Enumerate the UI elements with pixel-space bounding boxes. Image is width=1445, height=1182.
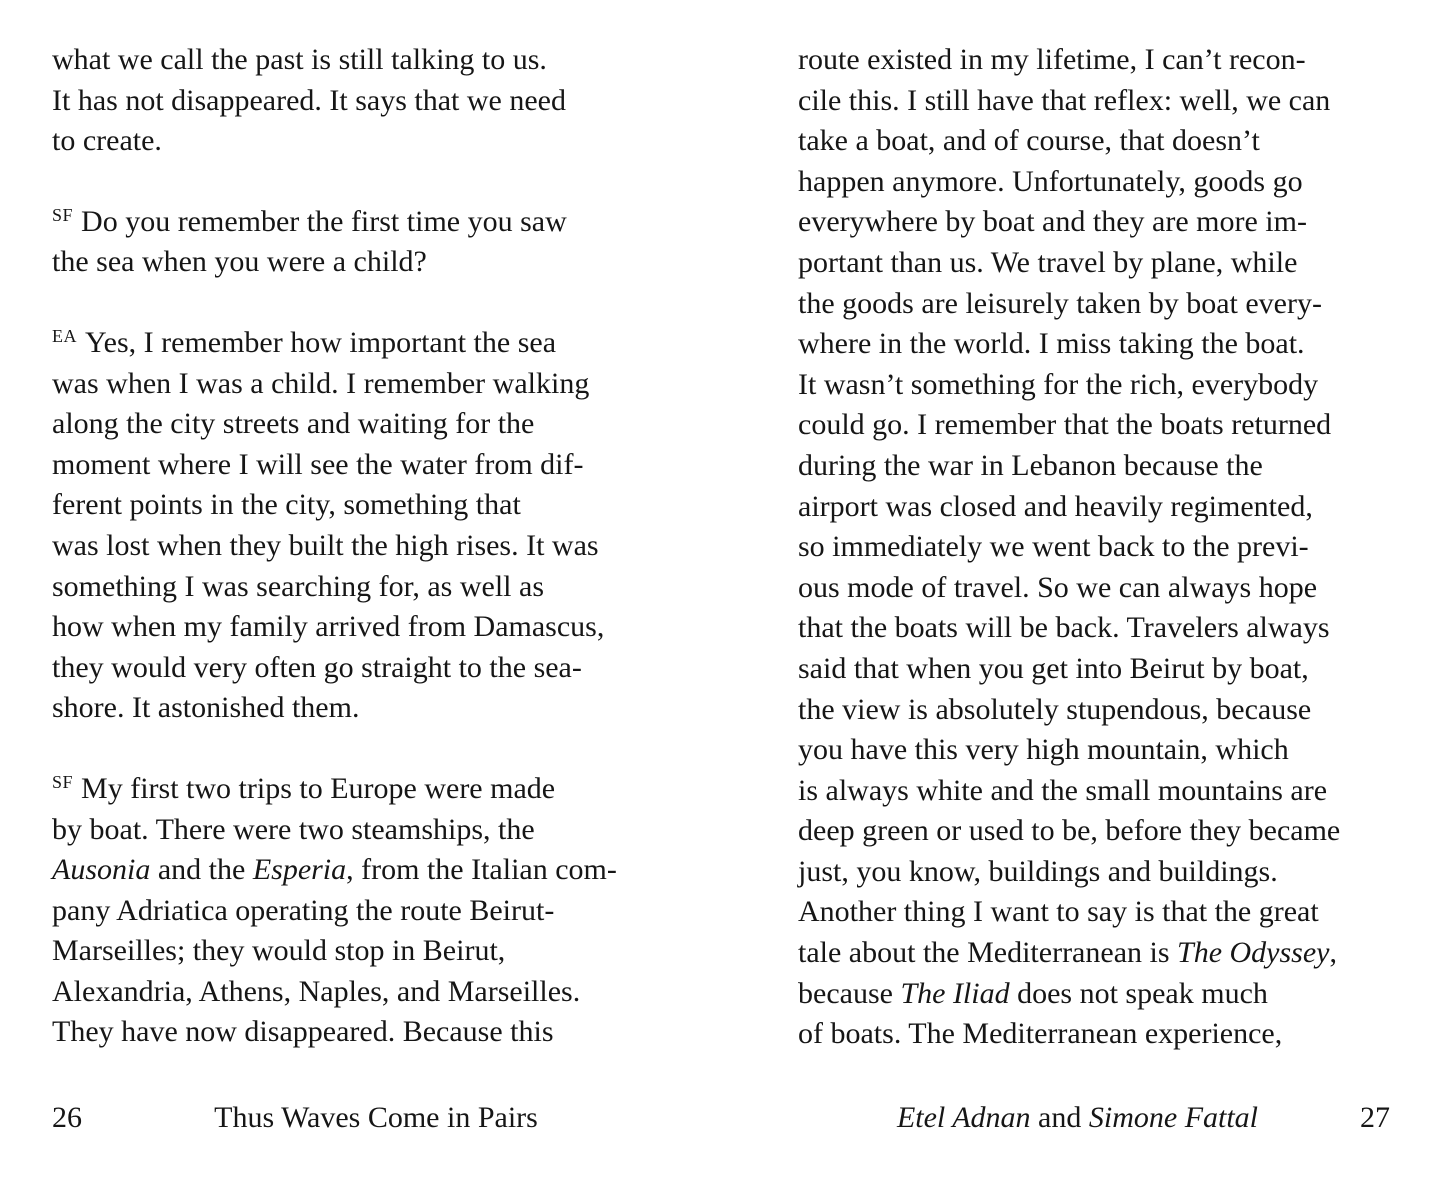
text-segment: just, you know, buildings and buildings. [798, 854, 1278, 888]
paragraph [52, 769, 700, 1053]
text-segment: , from the Italian com- [346, 853, 617, 887]
text-segment: and the [150, 853, 253, 887]
text-segment: , [1329, 936, 1337, 970]
text-segment: where in the world. I miss taking the boat. [798, 327, 1305, 361]
text-segment: Alexandria, Athens, Naples, and Marseilles. [52, 974, 581, 1008]
right-page-text-column [798, 40, 1398, 1055]
text-line [52, 931, 700, 972]
text-segment: route existed in my lifetime, I can’t recon- [798, 43, 1306, 76]
text-segment: airport was closed and heavily regimented, [798, 489, 1313, 523]
text-line [798, 405, 1398, 446]
text-segment: of boats. The Mediterranean experience, [798, 1017, 1283, 1051]
text-segment: to create. [52, 124, 162, 158]
text-line [52, 485, 700, 526]
text-line [52, 972, 700, 1013]
text-segment: because [798, 976, 901, 1010]
text-segment: everywhere by boat and they are more im- [798, 205, 1307, 239]
text-line [52, 404, 700, 445]
text-line [798, 121, 1398, 162]
text-line [798, 811, 1398, 852]
text-segment: was lost when they built the high rises. It was [52, 528, 599, 562]
text-line [52, 1012, 700, 1053]
text-line [52, 526, 700, 567]
text-line [52, 567, 700, 608]
text-segment: the sea when you were a child? [52, 245, 427, 279]
text-segment: My first two trips to Europe were made [81, 771, 556, 805]
text-segment: by boat. There were two steamships, the [52, 812, 535, 846]
text-segment: ferent points in the city, something that [52, 488, 521, 522]
text-segment: Yes, I remember how important the sea [85, 325, 557, 359]
text-line [52, 242, 700, 283]
text-line [52, 121, 700, 162]
text-segment: It has not disappeared. It says that we need [52, 83, 566, 117]
text-line [52, 891, 700, 932]
right-page-footer [765, 1100, 1390, 1136]
text-line [798, 243, 1398, 284]
text-line [798, 608, 1398, 649]
text-line [52, 688, 700, 729]
text-line [52, 810, 700, 851]
text-segment: take a boat, and of course, that doesn’t [798, 124, 1260, 158]
text-line: SF My first two trips to Europe were made [52, 771, 556, 805]
page-number-left: 26 [52, 1101, 82, 1134]
paragraph [52, 202, 700, 283]
left-page-footer [52, 1100, 700, 1136]
text-line [798, 365, 1398, 406]
author-name-simone-fattal: Simone Fattal [1088, 1101, 1259, 1134]
text-line [798, 162, 1398, 203]
text-segment: is always white and the small mountains are [798, 773, 1328, 807]
paragraph [52, 323, 700, 729]
text-segment: It wasn’t something for the rich, everybody [798, 367, 1319, 401]
text-line [798, 81, 1398, 122]
text-segment: what we call the past is still talking to us. [52, 43, 547, 76]
text-segment: Another thing I want to say is that the great [798, 895, 1319, 929]
text-segment: does not speak much [1009, 976, 1268, 1010]
text-line [798, 974, 1398, 1015]
text-line [52, 850, 700, 891]
text-line [798, 852, 1398, 893]
text-line [798, 324, 1398, 365]
text-segment: Do you remember the first time you saw [81, 204, 567, 238]
text-segment: ous mode of travel. So we can always hope [798, 570, 1318, 604]
text-segment: the view is absolutely stupendous, because [798, 692, 1312, 726]
left-page-text-column [52, 40, 700, 1053]
text-segment: happen anymore. Unfortunately, goods go [798, 164, 1303, 198]
text-line [52, 40, 700, 81]
text-segment: that the boats will be back. Travelers always [798, 611, 1330, 645]
text-line [52, 648, 700, 689]
paragraph [798, 40, 1398, 1055]
text-line [798, 892, 1398, 933]
text-line [798, 933, 1398, 974]
text-segment: shore. It astonished them. [52, 691, 360, 725]
text-segment: during the war in Lebanon because the [798, 448, 1263, 482]
text-line: EA Yes, I remember how important the sea [52, 325, 557, 359]
text-line [798, 446, 1398, 487]
text-line [798, 568, 1398, 609]
text-line [798, 40, 1398, 81]
text-segment: the goods are leisurely taken by boat every- [798, 286, 1322, 320]
text-segment: tale about the Mediterranean is [798, 936, 1178, 970]
text-line [798, 202, 1398, 243]
text-segment: deep green or used to be, before they became [798, 814, 1341, 848]
text-segment: was when I was a child. I remember walking [52, 366, 590, 400]
text-segment: how when my family arrived from Damascus, [52, 610, 605, 644]
text-line [52, 81, 700, 122]
text-segment: you have this very high mountain, which [798, 733, 1289, 767]
text-line [52, 445, 700, 486]
author-name-etel-adnan: Etel Adnan [896, 1101, 1031, 1134]
text-line [798, 487, 1398, 528]
author-connector: and [1030, 1101, 1089, 1134]
running-authors [897, 1101, 1258, 1134]
italic-text: Esperia [252, 853, 347, 887]
text-segment: so immediately we went back to the previ- [798, 530, 1309, 564]
text-line [798, 527, 1398, 568]
text-segment: something I was searching for, as well as [52, 569, 544, 603]
text-segment: along the city streets and waiting for the [52, 407, 535, 441]
text-line [798, 1014, 1398, 1055]
text-segment: cile this. I still have that reflex: well, we can [798, 83, 1331, 117]
text-line [52, 607, 700, 648]
text-segment: portant than us. We travel by plane, while [798, 245, 1298, 279]
text-segment: pany Adriatica operating the route Beirut- [52, 893, 555, 927]
running-title: Thus Waves Come in Pairs [214, 1101, 538, 1134]
page-number-right: 27 [1360, 1101, 1390, 1134]
text-segment: Marseilles; they would stop in Beirut, [52, 934, 506, 968]
text-segment: said that when you get into Beirut by boat, [798, 651, 1309, 685]
text-line [798, 690, 1398, 731]
text-line [798, 649, 1398, 690]
text-segment: could go. I remember that the boats returned [798, 408, 1332, 442]
text-line: SF Do you remember the first time you saw [52, 204, 567, 238]
text-line [52, 364, 700, 405]
text-line [798, 771, 1398, 812]
text-segment: they would very often go straight to the sea- [52, 650, 582, 684]
text-segment: They have now disappeared. Because this [52, 1015, 554, 1049]
italic-text: Ausonia [52, 853, 151, 887]
italic-text: The Iliad [900, 976, 1010, 1010]
italic-text: The Odyssey [1177, 936, 1330, 970]
text-line [798, 284, 1398, 325]
paragraph [52, 40, 700, 162]
text-segment: moment where I will see the water from dif- [52, 447, 584, 481]
text-line [798, 730, 1398, 771]
